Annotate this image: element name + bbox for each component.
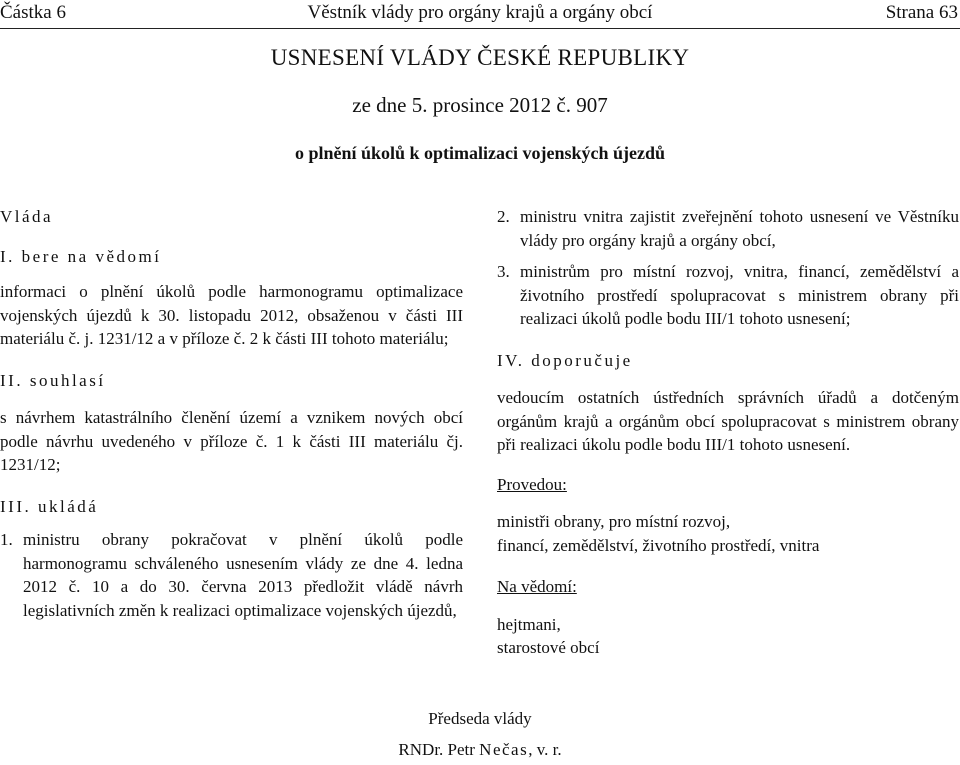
navedomi-line-2: starostové obcí [497,638,600,657]
provedou-line-2: financí, zemědělství, životního prostředí, vnitra [497,535,820,555]
section-3-heading: III. ukládá [0,496,99,516]
task-item-1-number: 1. [0,530,13,549]
section-2-text: s návrhem katastrálního členění území a vznikem nových obcí podle návrhu uvedeného v příloze č. 1 k části III materiálu čj. 1231/12; [0,408,463,474]
provedou-label: Provedou: [497,474,567,494]
section-2-heading: II. souhlasí [0,370,106,390]
signature-name [0,740,960,760]
task-item-2 [497,205,959,252]
left-column [0,205,463,622]
provedou-line-1: ministři obrany, pro místní rozvoj, [497,512,731,531]
signature-surname: Nečas [479,740,529,759]
page-header [0,2,960,29]
provedou-list [497,510,959,557]
resolution-title: USNESENÍ VLÁDY ČESKÉ REPUBLIKY [270,45,690,70]
resolution-subject: o plnění úkolů k optimalizaci vojenských újezdů [294,143,666,163]
task-item-1-text: ministru obrany pokračovat v plnění úkolů podle harmonogramu schváleného usnesením vlády ze dne 4. ledna 2012 č. 10 a do 30. června 2013 předložit vládě návrh legislativních změn k realizaci optimalizace vojenských újezdů, [23,530,463,620]
task-item-3-text: ministrům pro místní rozvoj, vnitra, financí, zemědělství a životního prostředí spolupracovat s ministrem obrany při realizaci úkolů podle bodu III/1 tohoto usnesení; [520,262,959,328]
section-1-text: informaci o plnění úkolů podle harmonogramu optimalizace vojenských újezdů k 30. listopadu 2012, obsaženou v části III materiálu č. j. 1231/12 a v příloze č. 2 k části III tohoto materiálu; [0,282,463,348]
government-label: Vláda [0,207,54,226]
navedomi-list [497,613,959,660]
signature-role: Předseda vlády [428,709,532,728]
task-item-3-number: 3. [497,262,510,281]
resolution-date: ze dne 5. prosince 2012 č. 907 [352,93,608,117]
navedomi-label: Na vědomí: [497,577,577,596]
journal-title: Věstník vlády pro orgány krajů a orgány obcí [307,2,653,23]
task-item-2-text: ministru vnitra zajistit zveřejnění tohoto usnesení ve Věstníku vlády pro orgány krajů a orgány obcí, [520,207,959,250]
right-column [497,205,959,660]
task-item-2-number: 2. [497,207,510,226]
issue-number: Částka 6 [0,2,66,23]
task-item-1 [0,528,463,622]
page-number: Strana 63 [885,2,958,23]
signature-name-prefix: RNDr. Petr [398,740,480,759]
task-item-3 [497,260,959,331]
navedomi-line-1: hejtmani, [497,614,561,634]
signature-name-suffix: , v. r. [528,740,562,759]
navedomi-block [497,575,959,599]
section-4-heading: IV. doporučuje [497,350,633,370]
section-1-heading: I. bere na vědomí [0,246,162,266]
provedou-block [497,473,959,497]
section-4-text: vedoucím ostatních ústředních správních úřadů a dotčeným orgánům krajů a orgánům obcí spolupracovat s ministrem obrany při realizaci úkolu podle bodu III/1 tohoto usnesení. [497,388,959,454]
